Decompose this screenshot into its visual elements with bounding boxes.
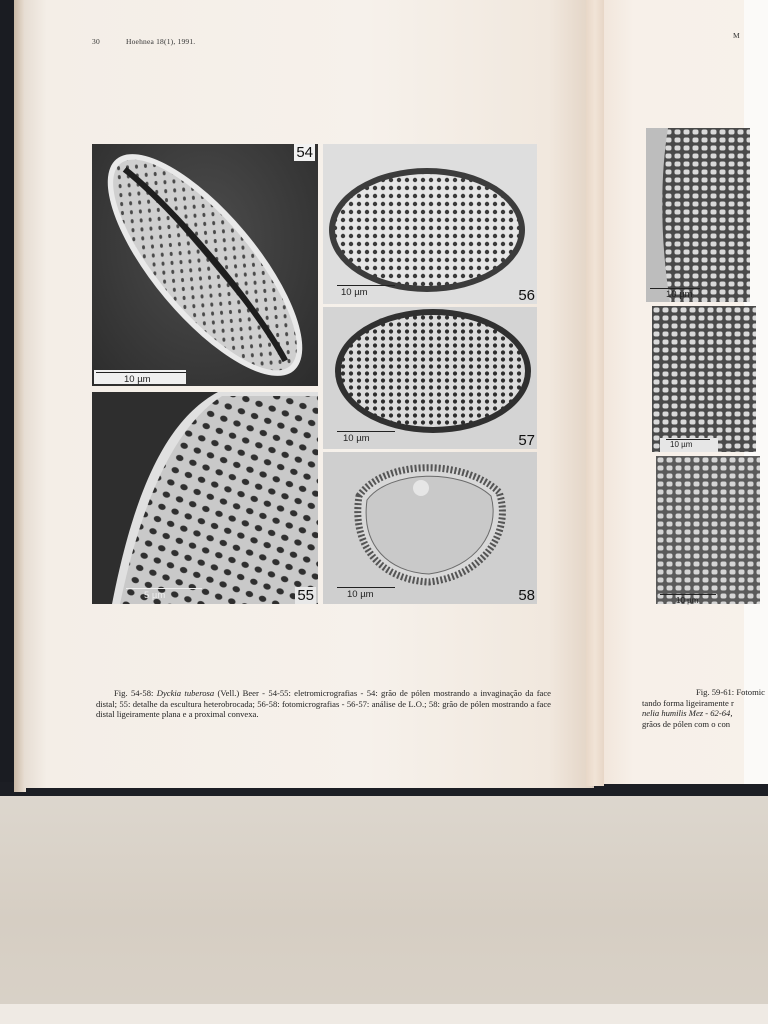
scale-bar xyxy=(96,372,186,373)
right-scale-bar xyxy=(660,594,716,595)
book-gutter xyxy=(586,0,604,786)
pollen-grain-58-image xyxy=(323,452,537,604)
figure-number: 56 xyxy=(518,287,535,304)
caption-body: (Vell.) Beer - 54-55: eletromicrografias - 54: grão de pólen mostrando a invaginação da face distal; 55: detalhe da escultura heterobrocada; 56-58: fotomicrografias - 56-57: análise de L.O.; 58: grão de pólen mostrando a face distal ligeiramente plana e a proximal convexa. xyxy=(96,688,551,720)
right-running-head: M xyxy=(733,31,740,40)
scale-bar xyxy=(337,431,395,432)
right-figure-caption xyxy=(642,687,767,729)
right-caption-line: Fig. 59-61: Fotomic xyxy=(696,687,765,697)
scale-bar xyxy=(126,588,202,589)
right-scale-label: 10 µm xyxy=(676,596,699,605)
right-figure-panel-1 xyxy=(646,128,750,302)
caption-species: Dyckia tuberosa xyxy=(156,688,215,698)
page-number: 30 xyxy=(92,37,100,46)
right-micrograph-2 xyxy=(652,306,756,452)
figure-number: 57 xyxy=(518,432,535,449)
scale-label: 10 µm xyxy=(343,433,370,444)
pollen-grain-54-image xyxy=(92,144,318,386)
table-surface xyxy=(0,792,768,1024)
right-figure-panel-2 xyxy=(652,306,756,452)
figure-55-sem-detail xyxy=(92,392,318,604)
caption-lead: Fig. 54-58: xyxy=(114,688,157,698)
scale-label: 5 µm xyxy=(144,590,166,601)
figure-58-light-micrograph xyxy=(323,452,537,604)
figure-caption xyxy=(96,688,551,720)
scale-label: 10 µm xyxy=(124,374,151,385)
right-figure-panel-3 xyxy=(656,456,760,604)
figure-number: 54 xyxy=(296,144,313,161)
figure-54-sem-pollen-grain xyxy=(92,144,318,386)
scale-label: 10 µm xyxy=(666,289,693,300)
pollen-detail-55-image xyxy=(92,392,318,604)
scale-bar xyxy=(337,285,395,286)
right-micrograph-3 xyxy=(656,456,760,604)
scale-label: 10 µm xyxy=(341,287,368,298)
scale-label: 10 µm xyxy=(670,440,693,449)
scale-label: 10 µm xyxy=(347,589,374,600)
right-caption-line: grãos de pólen com o con xyxy=(642,718,731,729)
scale-bar xyxy=(337,587,395,588)
pollen-grain-57-image xyxy=(323,307,537,449)
journal-reference: Hoehnea 18(1), 1991. xyxy=(125,37,196,46)
right-micrograph-1 xyxy=(646,128,750,302)
right-caption-line: nelia humilis Mez - 62-64, xyxy=(642,708,733,719)
running-head xyxy=(92,37,195,46)
figure-number: 55 xyxy=(297,587,314,604)
right-caption-line: tando forma ligeiramente r xyxy=(642,697,734,708)
figure-number: 58 xyxy=(518,587,535,604)
figure-57-light-micrograph xyxy=(323,307,537,449)
table-edge xyxy=(0,1004,768,1024)
figure-56-light-micrograph xyxy=(323,144,537,304)
pollen-grain-56-image xyxy=(323,144,537,304)
